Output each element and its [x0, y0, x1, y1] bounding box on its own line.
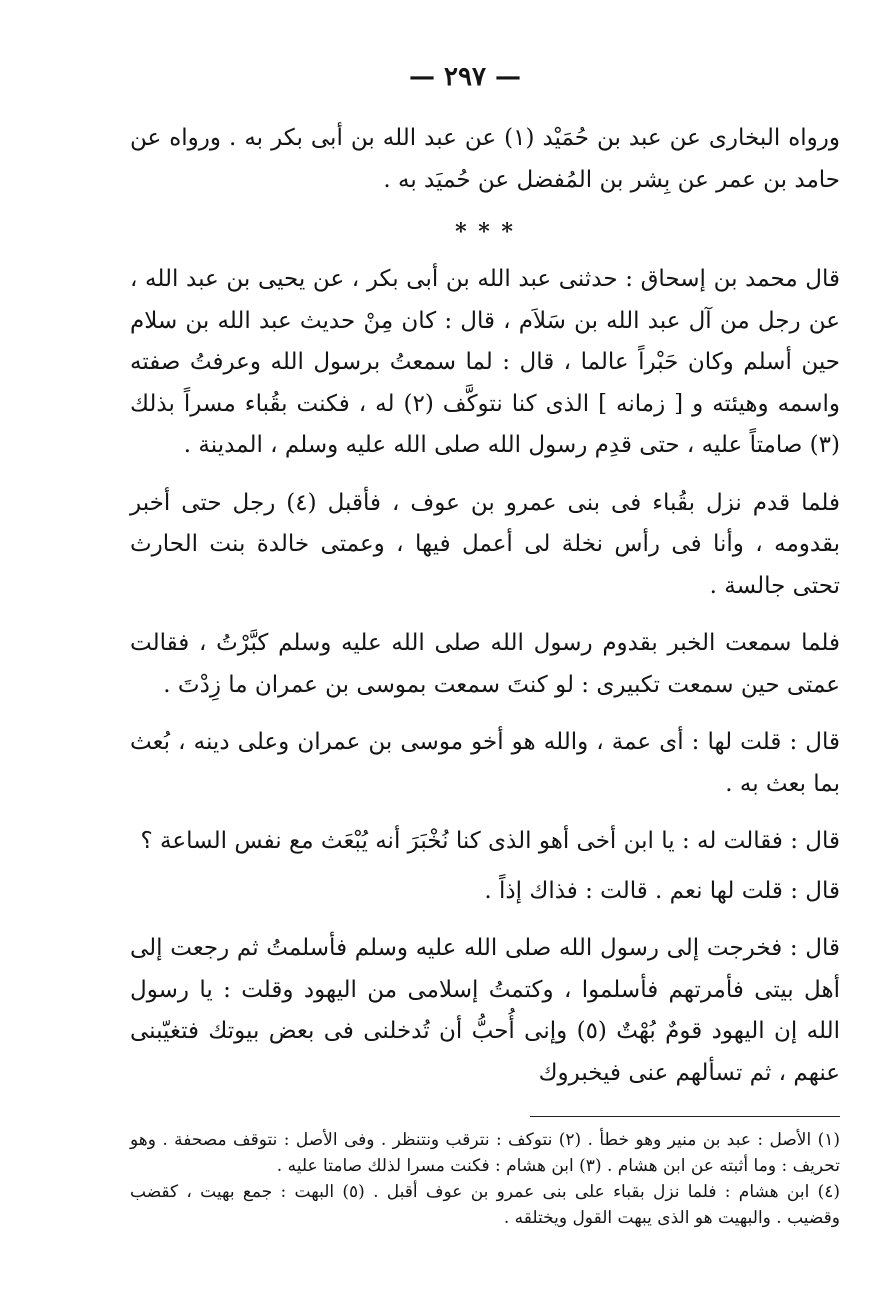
paragraph-ibn-ishaq: قال محمد بن إسحاق : حدثنى عبد الله بن أبى بكر ، عن يحيى بن عبد الله ، عن رجل من آل عبد الله بن سَلاَم ، قال : كان مِنْ حديث عبد الله بن سلام حين أسلم وكان حَبْراً عالما ، قال : لما سمعتُ برسول الله وعرفتُ صفته واسمه وهيئته و [ زمانه ] الذى كنا نتوكَّف (٢) له ، فكنت بقُباء مسراً بذلك (٣) صامتاً عليه ، حتى قدِم رسول الله صلى الله عليه وسلم ، المدينة . — [130, 266, 840, 458]
page-number: — ٢٩٧ — — [408, 62, 522, 92]
paragraph-arrival-quba: فلما قدم نزل بقُباء فى بنى عمرو بن عوف ، فأقبل (٤) رجل حتى أخبر بقدومه ، وأنا فى رأس نخلة لى أعمل فيها ، وعمتى خالدة بنت الحارث تحتى جالسة . — [130, 489, 841, 599]
paragraph-answer-yes: قال : قلت لها نعم . قالت : فذاك إذاً . — [484, 877, 840, 904]
footnotes — [130, 1127, 840, 1231]
paragraph-question-hour: قال : فقالت له : يا ابن أخى أهو الذى كنا نُخْبَرَ أنه يُبْعَث مع نفس الساعة ؟ — [140, 828, 840, 854]
footnote-divider — [530, 1116, 840, 1117]
paragraph-brother-of-musa: قال : قلت لها : أى عمة ، والله هو أخو موسى بن عمران وعلى دينه ، بُعث بما بعث به . — [130, 729, 840, 797]
paragraph-bukhari-narration: ورواه البخارى عن عبد بن حُمَيْد (١) عن عبد الله بن أبى بكر به . ورواه عن حامد بن عمر عن بِشر بن المُفضل عن حُميَد به . — [130, 125, 840, 193]
footnote-block-2: (٤) ابن هشام : فلما نزل بقباء على بنى عمرو بن عوف أقبل . (٥) البهت : جمع بهيت ، كقضب وقضيب . والبهيت هو الذى يبهت القول ويختلقه . — [130, 1182, 841, 1228]
paragraph-conversion: قال : فخرجت إلى رسول الله صلى الله عليه وسلم فأسلمتُ ثم رجعت إلى أهل بيتى فأمرتهم فأسلموا ، وكتمتُ إسلامى من اليهود وقلت : يا رسول الله إن اليهود قومٌ بُهْتٌ (٥) وإنى أُحبُّ أن تُدخلنى فى بعض بيوتك فتغيّبنى عنهم ، ثم تسألهم عنى فيخبروك — [130, 935, 841, 1086]
footnote-block-1: (١) الأصل : عبد بن منير وهو خطأ . (٢) نتوكف : نترقب ونتنظر . وفى الأصل : نتوقف مصحفة . وهو تحريف : وما أثبته عن ابن هشام . (٣) ابن هشام : فكنت مسرا لذلك صامتا عليه . — [130, 1130, 840, 1176]
section-separator: * * * — [455, 219, 515, 245]
paragraph-takbir: فلما سمعت الخبر بقدوم رسول الله صلى الله عليه وسلم كبَّرْتُ ، فقالت عمتى حين سمعت تكبيرى : لو كنتَ سمعت بموسى بن عمران ما زِدْتَ . — [130, 630, 840, 698]
